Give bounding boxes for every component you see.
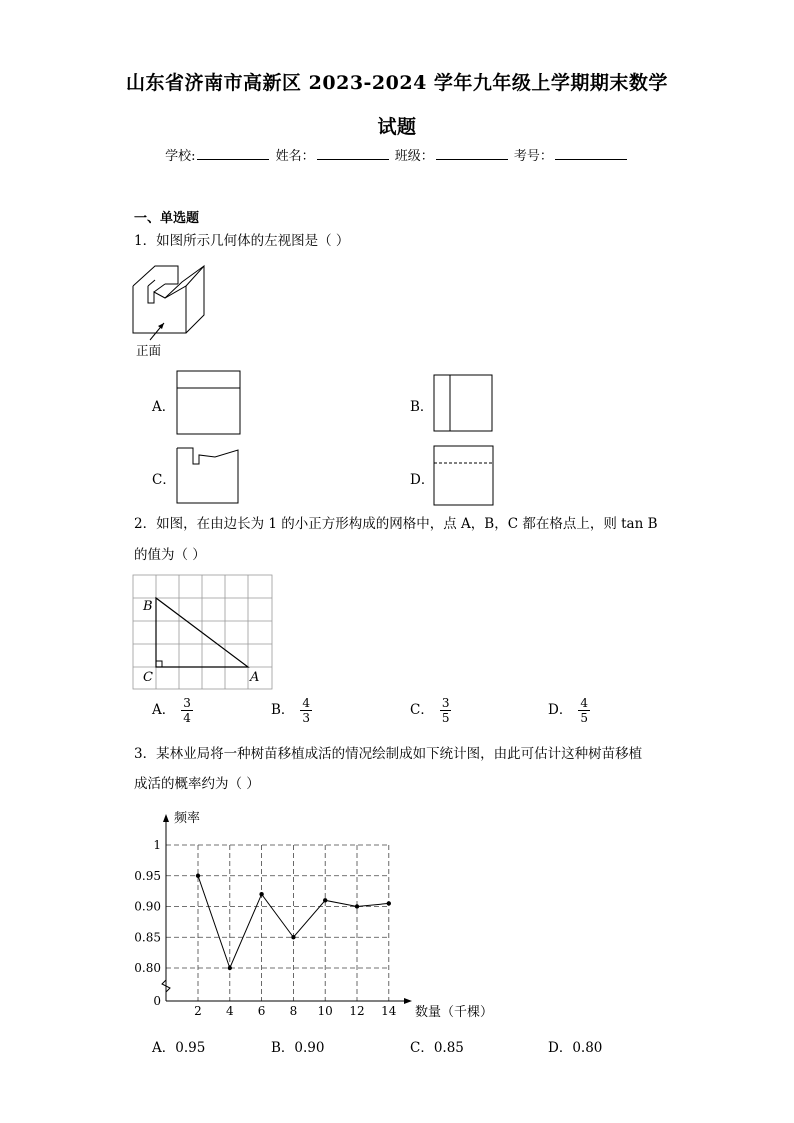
q3-option-c[interactable]: C．0.85 (410, 1040, 464, 1056)
q1-option-d-label[interactable]: D． (410, 472, 435, 488)
page-title-line1: 山东省济南市高新区 2023-2024 学年九年级上学期期末数学 (126, 72, 668, 94)
q1-option-a-label[interactable]: A． (152, 399, 176, 415)
chart-x-tick-label: 14 (381, 1004, 397, 1018)
chart-data-point (323, 898, 327, 902)
info-label-id: 考号： (513, 149, 553, 164)
q2-option-c-numerator: 3 (441, 696, 450, 710)
chart-data-point (259, 892, 263, 896)
chart-x-tick-label: 2 (194, 1004, 202, 1018)
chart-data-point (228, 966, 232, 970)
q2-option-b-fraction (300, 696, 312, 725)
q2-point-c-label: C (143, 670, 153, 685)
q2-option-a-denominator: 4 (183, 711, 191, 725)
q2-option-c-label: C． (410, 702, 434, 718)
id-blank[interactable] (555, 147, 627, 160)
chart-x-tick-label: 6 (257, 1004, 266, 1018)
chart-y-tick-label: 1 (153, 838, 161, 852)
q1-option-d-figure[interactable] (433, 445, 495, 507)
q2-option-a-label: A． (152, 702, 176, 718)
q2-option-a-fraction (181, 696, 193, 725)
chart-x-tick-label: 8 (289, 1004, 298, 1018)
q3-option-b[interactable]: B．0.90 (271, 1040, 325, 1056)
q3-option-d[interactable]: D．0.80 (548, 1040, 603, 1056)
chart-y-axis-label: 频率 (174, 811, 201, 826)
chart-y-tick-label: 0.80 (134, 961, 161, 975)
chart-x-tick-label: 10 (317, 1004, 333, 1018)
chart-data-point (387, 901, 391, 905)
chart-data-point (291, 935, 295, 939)
chart-data-point (196, 874, 200, 878)
q2-option-c[interactable] (410, 696, 451, 725)
q2-option-d-label: D． (548, 702, 573, 718)
q2-right-angle-mark (156, 661, 162, 667)
section-heading: 一、单选题 (134, 211, 200, 226)
q3-frequency-chart (134, 808, 500, 1028)
q2-option-b[interactable] (271, 696, 312, 725)
q2-option-d[interactable] (548, 696, 590, 725)
student-info-row (0, 145, 794, 164)
q2-stem-line1: 2．如图，在由边长为 1 的小正方形构成的网格中，点 A，B，C 都在格点上，则 tan B (134, 516, 658, 532)
q1-option-b-figure[interactable] (433, 374, 495, 434)
q1-option-b-label[interactable]: B． (410, 399, 434, 415)
info-label-school: 学校: (165, 149, 196, 164)
q3-stem-line2: 成活的概率约为（ ） (134, 776, 260, 792)
q2-grid-figure (130, 572, 276, 692)
q2-option-b-label: B． (271, 702, 295, 718)
q1-front-label: 正面 (136, 343, 162, 358)
q1-option-a-figure[interactable] (176, 370, 242, 436)
chart-data-point (355, 904, 359, 908)
chart-x-tick-label: 12 (349, 1004, 365, 1018)
chart-y-tick-label: 0.90 (134, 899, 161, 914)
q2-option-a[interactable] (152, 696, 193, 725)
chart-y-axis-arrow (163, 814, 169, 822)
q2-option-b-numerator: 4 (302, 696, 311, 710)
q2-option-c-denominator: 5 (441, 711, 450, 725)
chart-y-tick-label: 0.85 (134, 930, 161, 945)
q2-stem-line2: 的值为（ ） (134, 547, 206, 563)
q2-option-d-fraction (578, 696, 590, 725)
q2-option-a-numerator: 3 (183, 696, 191, 710)
q1-stem: 1．如图所示几何体的左视图是（ ） (134, 233, 350, 249)
chart-x-axis-label: 数量（千棵） (415, 1005, 494, 1020)
q3-stem-line1: 3．某林业局将一种树苗移植成活的情况绘制成如下统计图，由此可估计这种树苗移植 (134, 746, 643, 762)
q2-option-d-numerator: 4 (580, 696, 588, 710)
info-label-class: 班级： (394, 149, 434, 164)
name-blank[interactable] (317, 147, 389, 160)
chart-x-tick-label: 4 (225, 1004, 234, 1018)
class-blank[interactable] (436, 147, 508, 160)
q3-option-a[interactable]: A．0.95 (152, 1040, 206, 1056)
q1-option-c-figure[interactable] (175, 446, 241, 506)
page-title-line2: 试题 (377, 116, 417, 138)
q2-option-d-denominator: 5 (580, 711, 588, 725)
q2-point-a-label: A (250, 670, 260, 685)
q1-option-c-label[interactable]: C． (152, 472, 176, 488)
info-label-name: 姓名： (275, 149, 315, 164)
chart-y-tick-label: 0.95 (134, 868, 161, 883)
school-blank[interactable] (197, 147, 269, 160)
chart-x-axis-arrow (404, 998, 412, 1004)
q2-option-b-denominator: 3 (302, 711, 311, 725)
q2-option-c-fraction (440, 696, 452, 725)
chart-y-tick-label: 0 (153, 994, 161, 1008)
q2-point-b-label: B (143, 599, 153, 614)
